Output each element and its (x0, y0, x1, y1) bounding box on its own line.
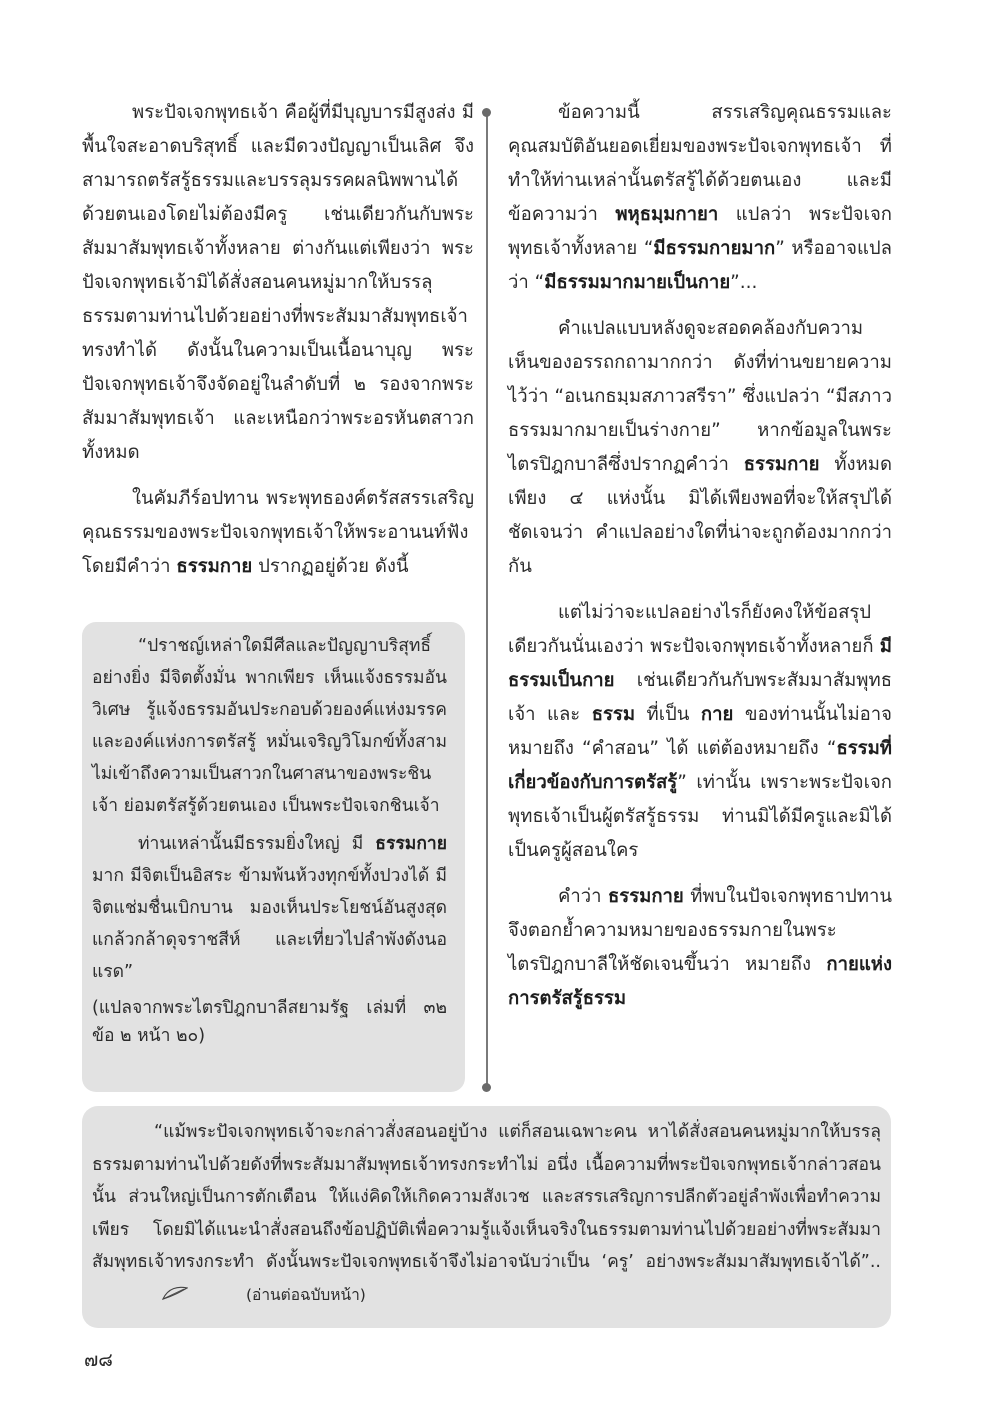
column-divider (486, 112, 488, 1088)
apadana-quote-box (82, 622, 465, 1092)
right-paragraph-1: ข้อความนี้ สรรเสริญคุณธรรมและคุณสมบัติอันยอดเยี่ยมของพระปัจเจกพุทธเจ้า ที่ทำให้ท่านเหล่านั้นตรัสรู้ได้ด้วยตนเอง และมีข้อความว่า พหุธมฺมกายา แปลว่า พระปัจเจกพุทธเจ้าทั้งหลาย “มีธรรมกายมาก” หรืออาจแปลว่า “มีธรรมมากมายเป็นกาย”... (508, 102, 892, 293)
right-column (508, 96, 892, 1028)
quote-source: (แปลจากพระไตรปิฎกบาลีสยามรัฐ เล่มที่ ๓๒ ข้อ ๒ หน้า ๒๐) (92, 998, 447, 1046)
quote-paragraph-2: ท่านเหล่านั้นมีธรรมยิ่งใหญ่ มี ธรรมกายมาก มีจิตเป็นอิสระ ข้ามพ้นห้วงทุกข์ทั้งปวงได้ มีจิตแช่มชื่นเบิกบาน มองเห็นประโยชน์อันสูงสุด แกล้วกล้าดุจราชสีห์ และเที่ยวไปลำพังดังนอแรด” (92, 834, 447, 982)
page-number: ๗๘ (84, 1349, 113, 1371)
keyword-dhammakaya: ธรรมกาย (375, 834, 447, 854)
quote-paragraph-1: “ปราชญ์เหล่าใดมีศีลและปัญญาบริสุทธิ์อย่างยิ่ง มีจิตตั้งมั่น พากเพียร เห็นแจ้งธรรมอันวิเศษ รู้แจ้งธรรมอันประกอบด้วยองค์แห่งมรรค และองค์แห่งการตรัสรู้ หมั่นเจริญวิโมกข์ทั้งสาม ไม่เข้าถึงความเป็นสาวกในศาสนาของพระชินเจ้า ย่อมตรัสรู้ด้วยตนเอง เป็นพระปัจเจกชินเจ้า (92, 636, 447, 816)
divider-dot-bottom (482, 1083, 491, 1092)
left-paragraph-1: พระปัจเจกพุทธเจ้า คือผู้ที่มีบุญบารมีสูงส่ง มีพื้นใจสะอาดบริสุทธิ์ และมีดวงปัญญาเป็นเลิศ จึงสามารถตรัสรู้ธรรมและบรรลุมรรคผลนิพพานได้ด้วยตนเองโดยไม่ต้องมีครู เช่นเดียวกันกับพระสัมมาสัมพุทธเจ้าทั้งหลาย ต่างกันแต่เพียงว่า พระปัจเจกพุทธเจ้ามิได้สั่งสอนคนหมู่มากให้บรรลุธรรมตามท่านไปด้วยอย่างที่พระสัมมาสัมพุทธเจ้าทรงทำได้ ดังนั้นในความเป็นเนื้อนาบุญ พระปัจเจกพุทธเจ้าจึงจัดอยู่ในลำดับที่ ๒ รองจากพระสัมมาสัมพุทธเจ้า และเหนือกว่าพระอรหันตสาวกทั้งหมด (82, 102, 474, 463)
left-paragraph-2: ในคัมภีร์อปทาน พระพุทธองค์ตรัสสรรเสริญคุณธรรมของพระปัจเจกพุทธเจ้าให้พระอานนท์ฟัง โดยมีคำว่า ธรรมกาย ปรากฏอยู่ด้วย ดังนี้ (82, 488, 474, 577)
right-paragraph-4: คำว่า ธรรมกาย ที่พบในปัจเจกพุทธาปทานจึงตอกย้ำความหมายของธรรมกายในพระไตรปิฎกบาลีให้ชัดเจนขึ้นว่า หมายถึง กายแห่งการตรัสรู้ธรรม (508, 886, 892, 1009)
divider-dot-top (482, 108, 491, 117)
bottom-quote-box (82, 1106, 891, 1328)
right-paragraph-3: แต่ไม่ว่าจะแปลอย่างไรก็ยังคงให้ข้อสรุปเดียวกันนั่นเองว่า พระปัจเจกพุทธเจ้าทั้งหลายก็ มีธรรมเป็นกาย เช่นเดียวกันกับพระสัมมาสัมพุทธเจ้า และ ธรรม ที่เป็น กาย ของท่านนั้นไม่อาจหมายถึง “คำสอน” ได้ แต่ต้องหมายถึง “ธรรมที่เกี่ยวข้องกับการตรัสรู้” เท่านั้น เพราะพระปัจเจกพุทธเจ้าเป็นผู้ตรัสรู้ธรรม ท่านมิได้มีครูและมิได้เป็นครูผู้สอนใคร (508, 602, 892, 861)
leaf-ornament-icon (100, 1279, 188, 1312)
left-column (82, 96, 474, 596)
continue-note: (อ่านต่อฉบับหน้า) (246, 1285, 366, 1304)
keyword-dhammakaya: ธรรมกาย (176, 556, 253, 577)
bottom-quote-text: “แม้พระปัจเจกพุทธเจ้าจะกล่าวสั่งสอนอยู่บ้าง แต่ก็สอนเฉพาะคน หาได้สั่งสอนคนหมู่มากให้บรรลุธรรมตามท่านไปด้วยดังที่พระสัมมาสัมพุทธเจ้าทรงกระทำไม่ อนึ่ง เนื้อความที่พระปัจเจกพุทธเจ้ากล่าวสอนนั้น ส่วนใหญ่เป็นการตักเตือน ให้แง่คิดให้เกิดความสังเวช และสรรเสริญการปลีกตัวอยู่ลำพังเพื่อทำความเพียร โดยมิได้แนะนำสั่งสอนถึงข้อปฏิบัติเพื่อความรู้แจ้งเห็นจริงในธรรมตามท่านไปด้วยอย่างที่พระสัมมาสัมพุทธเจ้าทรงกระทำ ดังนั้นพระปัจเจกพุทธเจ้าจึงไม่อาจนับว่าเป็น ‘ครู’ อย่างพระสัมมาสัมพุทธเจ้าได้”..(อ่านต่อฉบับหน้า) (92, 1116, 881, 1311)
right-paragraph-2: คำแปลแบบหลังดูจะสอดคล้องกับความเห็นของอรรถกถามากกว่า ดังที่ท่านขยายความไว้ว่า “อเนกธมฺมสภาวสรีรา” ซึ่งแปลว่า “มีสภาวธรรมมากมายเป็นร่างกาย” หากข้อมูลในพระไตรปิฎกบาลีซึ่งปรากฏคำว่า ธรรมกาย ทั้งหมดเพียง ๔ แห่งนั้น มิได้เพียงพอที่จะให้สรุปได้ชัดเจนว่า คำแปลอย่างใดที่น่าจะถูกต้องมากกว่ากัน (508, 318, 892, 577)
